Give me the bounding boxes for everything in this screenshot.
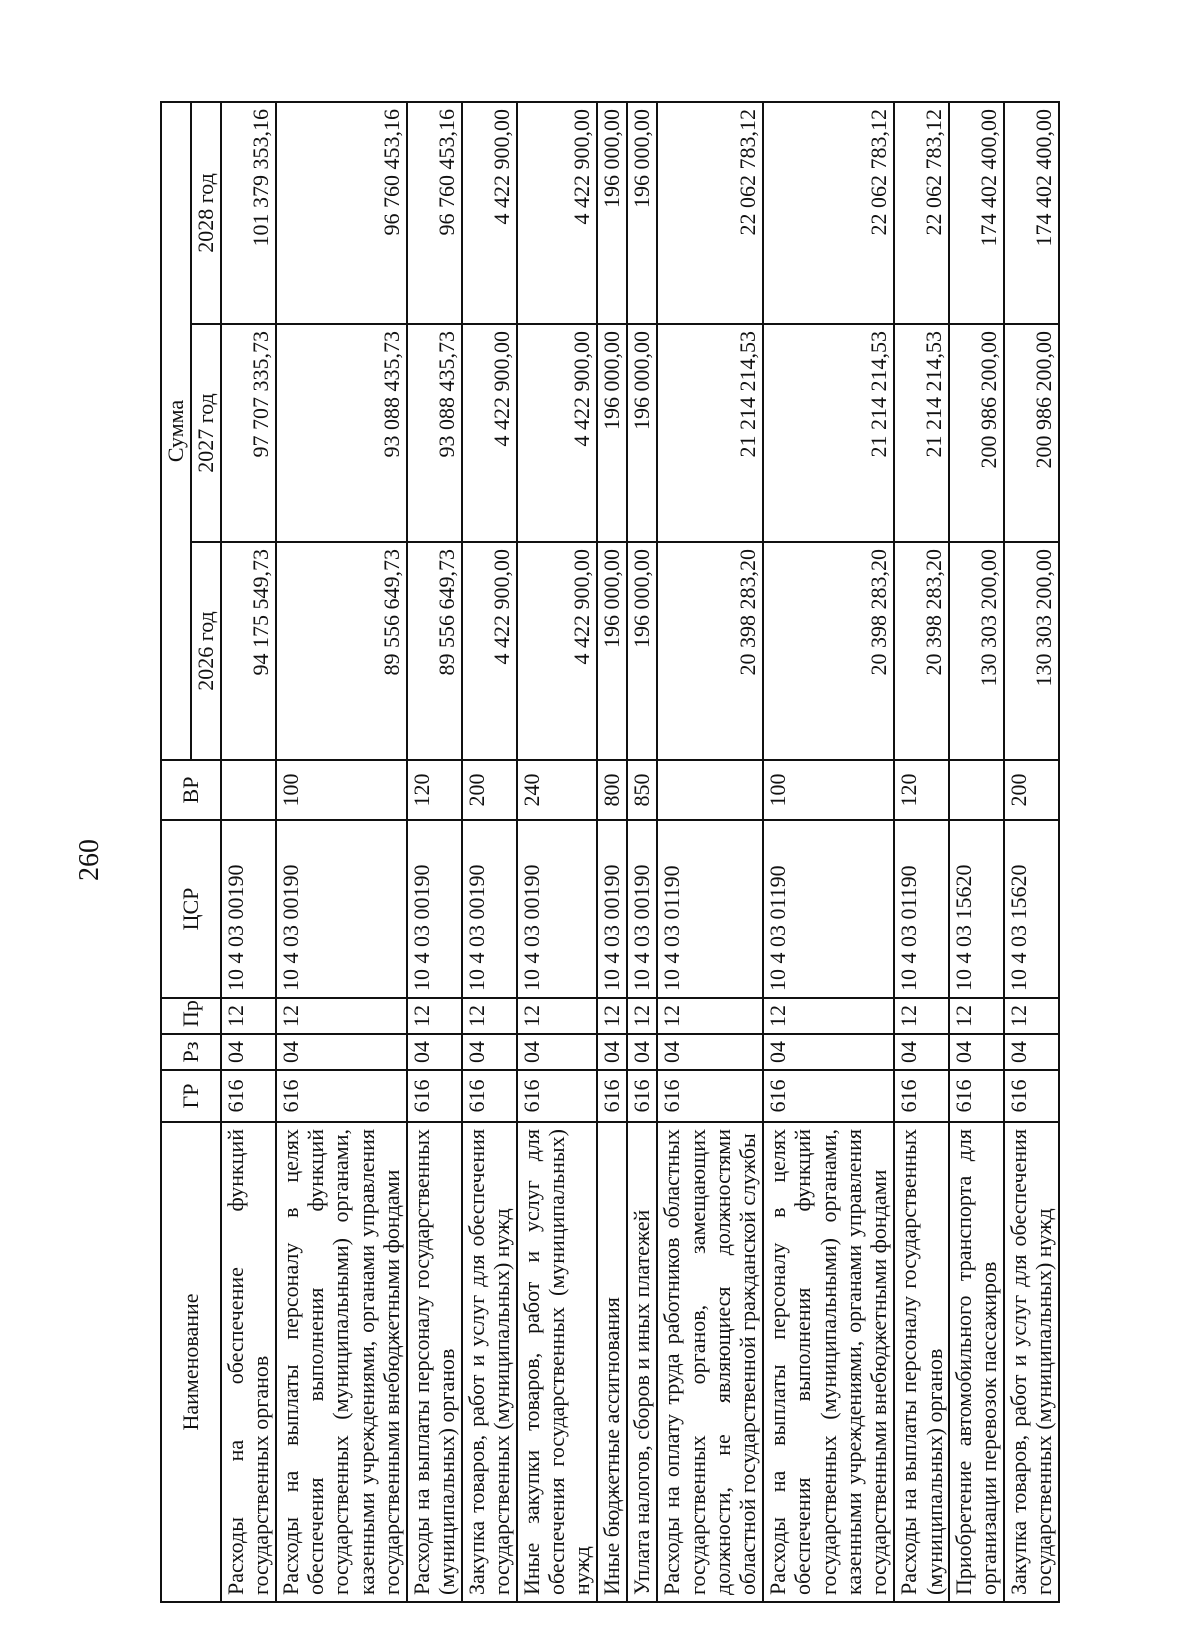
row-2027-cell: 21 214 214,53 bbox=[894, 324, 949, 542]
header-sum: Сумма bbox=[161, 102, 191, 760]
row-vr-cell: 120 bbox=[894, 760, 949, 820]
row-name-cell: Закупка товаров, работ и услуг для обеспечения государственных (муниципальных) нужд bbox=[1004, 1122, 1059, 1602]
row-2026-cell: 94 175 549,73 bbox=[221, 542, 276, 760]
row-name-cell: Иные бюджетные ассигнования bbox=[597, 1122, 627, 1602]
row-vr-cell bbox=[657, 760, 763, 820]
row-2028-cell: 174 402 400,00 bbox=[1004, 102, 1059, 324]
row-2028-cell: 174 402 400,00 bbox=[949, 102, 1004, 324]
row-2028-cell: 101 379 353,16 bbox=[221, 102, 276, 324]
row-2026-cell: 20 398 283,20 bbox=[657, 542, 763, 760]
row-2026-cell: 20 398 283,20 bbox=[763, 542, 894, 760]
row-csr-cell: 10 4 03 15620 bbox=[1004, 820, 1059, 998]
row-2027-cell: 93 088 435,73 bbox=[407, 324, 462, 542]
table-row bbox=[1004, 102, 1059, 1602]
row-2026-cell: 196 000,00 bbox=[597, 542, 627, 760]
row-rz-cell: 04 bbox=[517, 1034, 597, 1070]
header-year-2027: 2027 год bbox=[191, 324, 221, 542]
row-vr-cell: 100 bbox=[276, 760, 407, 820]
row-name-cell: Расходы на выплаты персоналу государственных (муниципальных) органов bbox=[894, 1122, 949, 1602]
row-rz-cell: 04 bbox=[407, 1034, 462, 1070]
budget-table bbox=[160, 101, 1060, 1603]
table-row bbox=[407, 102, 462, 1602]
budget-table-container bbox=[160, 103, 1060, 1603]
row-2027-cell: 196 000,00 bbox=[627, 324, 657, 542]
table-row bbox=[657, 102, 763, 1602]
row-2026-cell: 20 398 283,20 bbox=[894, 542, 949, 760]
row-2026-cell: 196 000,00 bbox=[627, 542, 657, 760]
row-2027-cell: 200 986 200,00 bbox=[949, 324, 1004, 542]
row-2027-cell: 97 707 335,73 bbox=[221, 324, 276, 542]
row-gr-cell: 616 bbox=[276, 1070, 407, 1122]
table-row bbox=[462, 102, 517, 1602]
row-gr-cell: 616 bbox=[517, 1070, 597, 1122]
row-2028-cell: 22 062 783,12 bbox=[894, 102, 949, 324]
row-name-cell: Уплата налогов, сборов и иных платежей bbox=[627, 1122, 657, 1602]
row-2027-cell: 200 986 200,00 bbox=[1004, 324, 1059, 542]
row-2026-cell: 130 303 200,00 bbox=[949, 542, 1004, 760]
row-gr-cell: 616 bbox=[407, 1070, 462, 1122]
row-2026-cell: 89 556 649,73 bbox=[276, 542, 407, 760]
row-rz-cell: 04 bbox=[763, 1034, 894, 1070]
row-csr-cell: 10 4 03 00190 bbox=[627, 820, 657, 998]
table-row bbox=[894, 102, 949, 1602]
table-row bbox=[949, 102, 1004, 1602]
row-vr-cell: 800 bbox=[597, 760, 627, 820]
row-name-cell: Расходы на выплаты персоналу государственных (муниципальных) органов bbox=[407, 1122, 462, 1602]
row-name-cell: Иные закупки товаров, работ и услуг для обеспечения государственных (муниципальных) нужд bbox=[517, 1122, 597, 1602]
header-year-2026: 2026 год bbox=[191, 542, 221, 760]
row-csr-cell: 10 4 03 00190 bbox=[462, 820, 517, 998]
row-2027-cell: 21 214 214,53 bbox=[763, 324, 894, 542]
table-row bbox=[221, 102, 276, 1602]
row-2026-cell: 4 422 900,00 bbox=[462, 542, 517, 760]
row-2027-cell: 4 422 900,00 bbox=[517, 324, 597, 542]
row-2027-cell: 4 422 900,00 bbox=[462, 324, 517, 542]
row-vr-cell: 200 bbox=[462, 760, 517, 820]
row-pr-cell: 12 bbox=[597, 998, 627, 1034]
row-name-cell: Закупка товаров, работ и услуг для обеспечения государственных (муниципальных) нужд bbox=[462, 1122, 517, 1602]
row-gr-cell: 616 bbox=[763, 1070, 894, 1122]
row-2028-cell: 4 422 900,00 bbox=[517, 102, 597, 324]
header-gr: ГР bbox=[161, 1070, 221, 1122]
row-2027-cell: 196 000,00 bbox=[597, 324, 627, 542]
row-2026-cell: 89 556 649,73 bbox=[407, 542, 462, 760]
row-vr-cell: 100 bbox=[763, 760, 894, 820]
row-pr-cell: 12 bbox=[894, 998, 949, 1034]
row-csr-cell: 10 4 03 00190 bbox=[597, 820, 627, 998]
row-csr-cell: 10 4 03 01190 bbox=[657, 820, 763, 998]
table-row bbox=[517, 102, 597, 1602]
row-gr-cell: 616 bbox=[657, 1070, 763, 1122]
row-pr-cell: 12 bbox=[276, 998, 407, 1034]
header-csr: ЦСР bbox=[161, 820, 221, 998]
row-rz-cell: 04 bbox=[657, 1034, 763, 1070]
row-pr-cell: 12 bbox=[1004, 998, 1059, 1034]
row-pr-cell: 12 bbox=[517, 998, 597, 1034]
row-csr-cell: 10 4 03 00190 bbox=[276, 820, 407, 998]
header-vr: ВР bbox=[161, 760, 221, 820]
row-csr-cell: 10 4 03 01190 bbox=[763, 820, 894, 998]
row-csr-cell: 10 4 03 01190 bbox=[894, 820, 949, 998]
row-pr-cell: 12 bbox=[462, 998, 517, 1034]
row-vr-cell bbox=[949, 760, 1004, 820]
row-name-cell: Приобретение автомобильного транспорта для организации перевозок пассажиров bbox=[949, 1122, 1004, 1602]
row-2026-cell: 4 422 900,00 bbox=[517, 542, 597, 760]
row-gr-cell: 616 bbox=[1004, 1070, 1059, 1122]
row-name-cell: Расходы на обеспечение функций государственных органов bbox=[221, 1122, 276, 1602]
row-vr-cell bbox=[221, 760, 276, 820]
row-2028-cell: 196 000,00 bbox=[597, 102, 627, 324]
row-gr-cell: 616 bbox=[949, 1070, 1004, 1122]
row-2028-cell: 96 760 453,16 bbox=[407, 102, 462, 324]
row-vr-cell: 200 bbox=[1004, 760, 1059, 820]
header-pr: Пр bbox=[161, 998, 221, 1034]
row-csr-cell: 10 4 03 00190 bbox=[407, 820, 462, 998]
row-gr-cell: 616 bbox=[221, 1070, 276, 1122]
row-rz-cell: 04 bbox=[276, 1034, 407, 1070]
row-csr-cell: 10 4 03 15620 bbox=[949, 820, 1004, 998]
row-csr-cell: 10 4 03 00190 bbox=[517, 820, 597, 998]
page-number: 260 bbox=[74, 839, 105, 881]
row-rz-cell: 04 bbox=[221, 1034, 276, 1070]
row-vr-cell: 850 bbox=[627, 760, 657, 820]
row-gr-cell: 616 bbox=[894, 1070, 949, 1122]
table-row bbox=[627, 102, 657, 1602]
table-row bbox=[597, 102, 627, 1602]
row-rz-cell: 04 bbox=[627, 1034, 657, 1070]
row-vr-cell: 240 bbox=[517, 760, 597, 820]
row-rz-cell: 04 bbox=[462, 1034, 517, 1070]
row-gr-cell: 616 bbox=[627, 1070, 657, 1122]
row-2028-cell: 22 062 783,12 bbox=[763, 102, 894, 324]
row-name-cell: Расходы на выплаты персоналу в целях обеспечения выполнения функций государственных (муниципальными) органами, казенными учреждениями, органами управления государственными внебюджетными фондами bbox=[763, 1122, 894, 1602]
row-2027-cell: 93 088 435,73 bbox=[276, 324, 407, 542]
row-name-cell: Расходы на оплату труда работников областных государственных органов, замещающих должности, не являющиеся должностями областной государственной гражданской службы bbox=[657, 1122, 763, 1602]
row-name-cell: Расходы на выплаты персоналу в целях обеспечения выполнения функций государственных (муниципальными) органами, казенными учреждениями, органами управления государственными внебюджетными фондами bbox=[276, 1122, 407, 1602]
row-2027-cell: 21 214 214,53 bbox=[657, 324, 763, 542]
row-2028-cell: 22 062 783,12 bbox=[657, 102, 763, 324]
row-2028-cell: 196 000,00 bbox=[627, 102, 657, 324]
row-pr-cell: 12 bbox=[949, 998, 1004, 1034]
header-year-2028: 2028 год bbox=[191, 102, 221, 324]
header-rz: Рз bbox=[161, 1034, 221, 1070]
row-2026-cell: 130 303 200,00 bbox=[1004, 542, 1059, 760]
row-pr-cell: 12 bbox=[407, 998, 462, 1034]
table-row bbox=[763, 102, 894, 1602]
row-pr-cell: 12 bbox=[657, 998, 763, 1034]
row-pr-cell: 12 bbox=[627, 998, 657, 1034]
row-pr-cell: 12 bbox=[221, 998, 276, 1034]
row-rz-cell: 04 bbox=[949, 1034, 1004, 1070]
row-csr-cell: 10 4 03 00190 bbox=[221, 820, 276, 998]
row-rz-cell: 04 bbox=[597, 1034, 627, 1070]
row-2028-cell: 4 422 900,00 bbox=[462, 102, 517, 324]
row-2028-cell: 96 760 453,16 bbox=[276, 102, 407, 324]
row-vr-cell: 120 bbox=[407, 760, 462, 820]
row-rz-cell: 04 bbox=[894, 1034, 949, 1070]
row-rz-cell: 04 bbox=[1004, 1034, 1059, 1070]
row-pr-cell: 12 bbox=[763, 998, 894, 1034]
row-gr-cell: 616 bbox=[462, 1070, 517, 1122]
row-gr-cell: 616 bbox=[597, 1070, 627, 1122]
header-name: Наименование bbox=[161, 1122, 221, 1602]
table-row bbox=[276, 102, 407, 1602]
